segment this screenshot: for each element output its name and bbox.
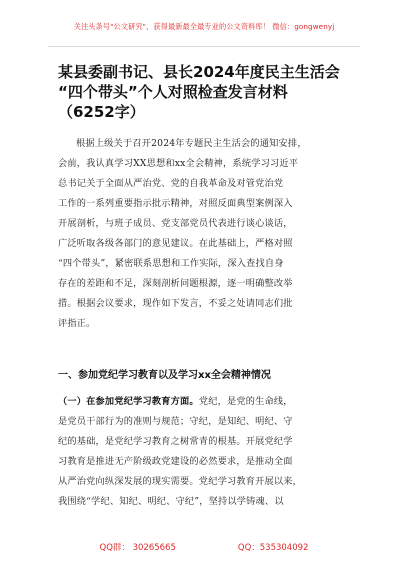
paragraph-line [58, 392, 354, 412]
section-paragraph [58, 392, 354, 512]
paragraph-line: 广泛听取各级各部门的意见建议。在此基础上，严格对照 [58, 238, 293, 249]
footer-qq-group: QQ群： 30265665 [99, 543, 176, 553]
footer-qq: QQ：535304092 [237, 543, 309, 553]
header-divider [48, 46, 360, 47]
header-note: 关注头条号"公文研究"，获得最新最全最专业的公文资料库！ 微信：gongwenyj [73, 22, 335, 31]
document-title [58, 62, 358, 122]
paragraph-text: 党纪，是党的生命线， [198, 396, 293, 407]
paragraph-line: 措。根据会议要求，现作如下发言，不妥之处请同志们批 [58, 298, 293, 309]
paragraph-line: 习教育是推进无产阶级政党建设的必然要求，是推动全面 [58, 456, 293, 467]
footer-contact [0, 541, 408, 553]
paragraph-line: 从严治党向纵深发展的现实需要。党纪学习教育开展以来， [58, 476, 303, 487]
section-heading: 一、参加党纪学习教育以及学习xx全会精神情况 [58, 370, 271, 381]
paragraph-line: 根据上级关于召开2024年专题民主生活会的通知安排， [76, 138, 307, 149]
paragraph-line: 纪的基础，是党纪学习教育之树常青的根基。开展党纪学 [58, 436, 293, 447]
subsection-label: （一）在参加党纪学习教育方面。 [58, 396, 199, 407]
paragraph-line: 存在的差距和不足，深刻剖析问题根源，逐一明确整改举 [58, 278, 293, 289]
title-line: 某县委副书记、县长2024年度民主生活会 [58, 63, 340, 81]
paragraph-line: 总书记关于全面从严治党、党的自我革命及对管党治党 [58, 178, 284, 189]
title-line: “四个带头”个人对照检查发言材料 [58, 83, 288, 101]
paragraph-line: 评指正。 [58, 318, 96, 329]
paragraph-line: 开展剖析，与班子成员、党支部党员代表进行谈心谈话， [58, 218, 293, 229]
paragraph-line: 工作的一系列重要指示批示精神，对照反面典型案例深入 [58, 198, 293, 209]
title-line: （6252字） [58, 103, 145, 121]
intro-paragraph [58, 134, 354, 334]
paragraph-line: 我围绕“学纪、知纪、明纪、守纪”，坚持以学铸魂、以 [58, 496, 284, 507]
paragraph-line: 是党员干部行为的准则与规范；守纪，是知纪、明纪、守 [58, 416, 293, 427]
paragraph-line: “四个带头”，紧密联系思想和工作实际，深入查找自身 [58, 258, 284, 269]
paragraph-line: 会前，我认真学习XX思想和xx全会精神，系统学习习近平 [58, 158, 299, 169]
